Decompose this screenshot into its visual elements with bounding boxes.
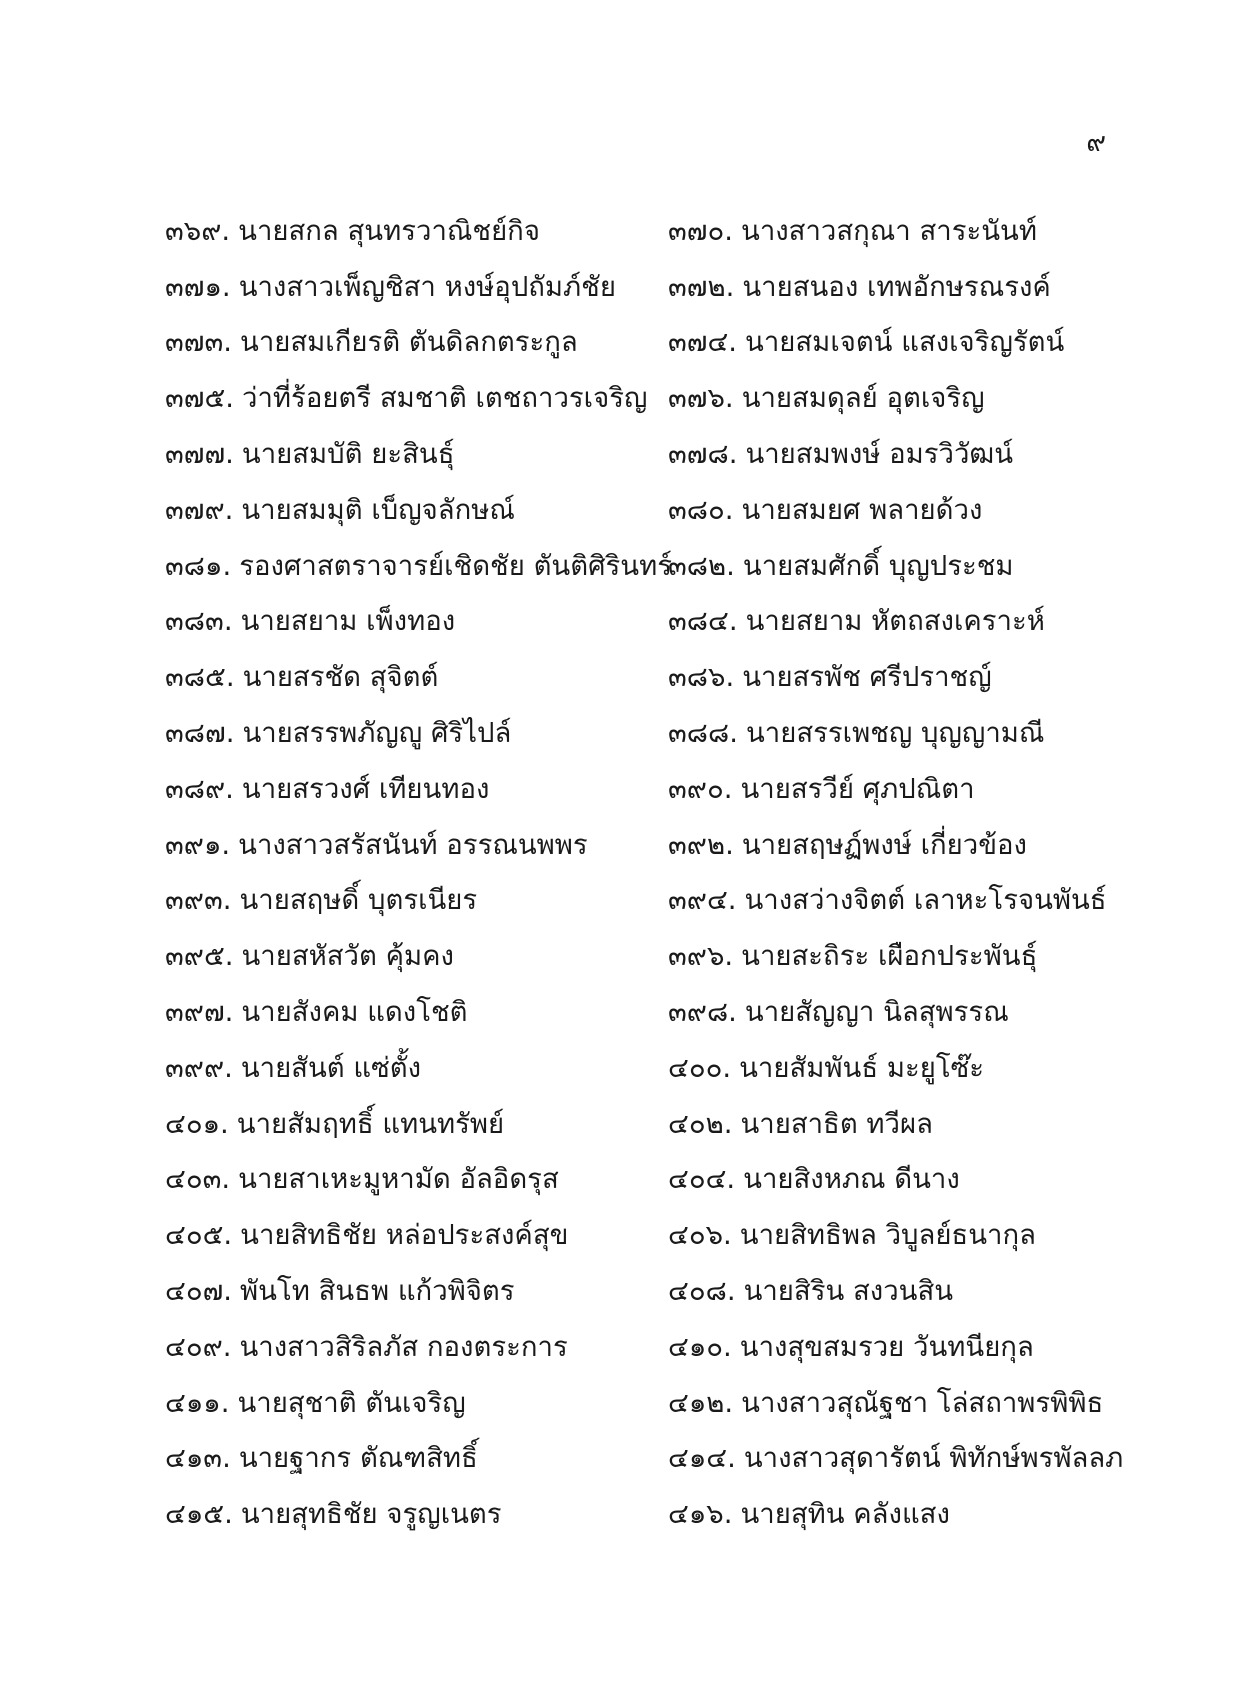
item-name: นายสุทธิชัย จรูญเนตร <box>240 1498 502 1531</box>
list-row <box>165 1152 1145 1208</box>
list-item <box>165 493 668 527</box>
item-name: นายสัมพันธ์ มะยูโซ๊ะ <box>739 1051 985 1084</box>
item-name: นายสิริน สงวนสิน <box>743 1275 954 1308</box>
item-name: นายสมดุลย์ อุตเจริญ <box>741 382 985 415</box>
item-number: ๓๗๕. <box>165 382 235 415</box>
list-item <box>165 1107 668 1141</box>
list-item <box>668 660 1145 694</box>
item-name: นางสว่างจิตต์ เลาหะโรจนพันธ์ <box>744 884 1107 917</box>
list-item <box>165 883 668 917</box>
list-item <box>668 1386 1145 1420</box>
item-number: ๓๗๐. <box>668 214 734 247</box>
item-name: นายสัมฤทธิ์ แทนทรัพย์ <box>236 1107 505 1140</box>
item-number: ๔๑๑. <box>165 1386 230 1419</box>
list-row <box>165 705 1145 761</box>
item-number: ๔๐๒. <box>668 1107 733 1140</box>
list-item <box>668 1274 1145 1308</box>
item-number: ๔๑๓. <box>165 1442 231 1475</box>
item-name: ว่าที่ร้อยตรี สมชาติ เตชถาวรเจริญ <box>242 382 648 415</box>
list-row <box>165 1207 1145 1263</box>
item-name: นายสมเจตน์ แสงเจริญรัตน์ <box>745 326 1065 359</box>
item-name: นางสาวสุดารัตน์ พิทักษ์พรพัลลภ <box>743 1442 1124 1475</box>
list-item <box>668 1497 1145 1531</box>
list-row <box>165 370 1145 426</box>
item-number: ๓๘๐. <box>668 493 734 526</box>
item-name: นายสัญญา นิลสุพรรณ <box>744 996 1009 1029</box>
item-name: นายสะถิระ เผือกประพันธุ์ <box>741 940 1038 973</box>
item-number: ๓๗๖. <box>668 382 734 415</box>
item-name: นางสาวสกุณา สาระนันท์ <box>741 214 1037 247</box>
list-item <box>165 1330 668 1364</box>
item-name: นายสหัสวัต คุ้มคง <box>241 940 454 973</box>
item-name: นายสุทิน คลังแสง <box>740 1498 950 1531</box>
list-item <box>165 660 668 694</box>
list-item <box>165 270 668 304</box>
list-item <box>165 716 668 750</box>
list-item <box>165 604 668 638</box>
list-row <box>165 817 1145 873</box>
name-list <box>165 203 1145 1542</box>
item-name: นางสุขสมรวย วันทนียกุล <box>739 1330 1034 1363</box>
item-number: ๓๘๒. <box>668 549 735 582</box>
item-name: นายสนอง เทพอักษรณรงค์ <box>742 270 1051 303</box>
item-number: ๓๙๔. <box>668 884 737 917</box>
list-item <box>165 828 668 862</box>
item-number: ๓๙๒. <box>668 828 734 861</box>
list-row <box>165 761 1145 817</box>
item-number: ๓๙๙. <box>165 1051 233 1084</box>
item-name: รองศาสตราจารย์เชิดชัย ตันติศิรินทร์ <box>239 549 673 582</box>
item-number: ๓๙๗. <box>165 996 234 1029</box>
list-item <box>668 549 1145 583</box>
list-item <box>668 772 1145 806</box>
item-number: ๔๑๕. <box>165 1498 233 1531</box>
item-number: ๓๘๙. <box>165 772 234 805</box>
list-item <box>165 1386 668 1420</box>
list-item <box>165 1274 668 1308</box>
list-item <box>668 883 1145 917</box>
item-number: ๔๑๖. <box>668 1498 733 1531</box>
item-name: นายสมศักดิ์ บุญประชม <box>742 549 1014 582</box>
list-row <box>165 649 1145 705</box>
item-number: ๔๐๐. <box>668 1051 732 1084</box>
list-item <box>165 214 668 248</box>
list-item <box>668 1051 1145 1085</box>
list-item <box>668 270 1145 304</box>
list-row <box>165 594 1145 650</box>
list-item <box>165 1441 668 1475</box>
item-number: ๔๐๗. <box>165 1275 233 1308</box>
item-number: ๓๙๘. <box>668 996 737 1029</box>
item-number: ๓๗๔. <box>668 326 738 359</box>
list-item <box>668 325 1145 359</box>
item-name: นายสุชาติ ตันเจริญ <box>237 1386 466 1419</box>
list-row <box>165 203 1145 259</box>
item-name: นางสาวสุณัฐชา โล่สถาพรพิพิธ <box>741 1386 1104 1419</box>
item-number: ๓๘๕. <box>165 661 235 694</box>
item-number: ๓๘๖. <box>668 661 735 694</box>
item-number: ๔๑๒. <box>668 1386 734 1419</box>
item-name: นายสันต์ แซ่ตั้ง <box>240 1051 422 1084</box>
item-number: ๔๐๙. <box>165 1330 232 1363</box>
item-number: ๓๘๑. <box>165 549 232 582</box>
item-number: ๓๗๙. <box>165 493 234 526</box>
list-item <box>165 437 668 471</box>
item-name: นายสมเกียรติ ตันดิลกตระกูล <box>240 326 578 359</box>
item-name: นายสมบัติ ยะสินธุ์ <box>241 438 455 471</box>
item-name: นายสรพัช ศรีปราชญ์ <box>742 661 992 694</box>
item-name: นายสาธิต ทวีผล <box>740 1107 933 1140</box>
list-item <box>668 716 1145 750</box>
item-number: ๓๘๔. <box>668 605 738 638</box>
list-row <box>165 426 1145 482</box>
list-item <box>668 1441 1145 1475</box>
list-row <box>165 1319 1145 1375</box>
item-name: นายสมพงษ์ อมรวิวัฒน์ <box>745 438 1014 471</box>
list-row <box>165 1431 1145 1487</box>
list-row <box>165 1375 1145 1431</box>
item-name: นายสรชัด สุจิตต์ <box>242 661 439 694</box>
item-number: ๓๘๓. <box>165 605 233 638</box>
list-item <box>165 549 673 583</box>
item-name: นางสาวสรัสนันท์ อรรณนพพร <box>238 828 588 861</box>
list-item <box>668 381 1145 415</box>
list-item <box>165 995 668 1029</box>
item-number: ๔๐๕. <box>165 1219 233 1252</box>
list-row <box>165 1486 1145 1542</box>
item-name: นายสรวีย์ ศุภปณิตา <box>740 772 975 805</box>
list-row <box>165 482 1145 538</box>
item-number: ๓๗๒. <box>668 270 735 303</box>
list-row <box>165 1040 1145 1096</box>
list-item <box>668 493 1145 527</box>
list-item <box>165 1497 668 1531</box>
page-number: ๙ <box>1086 127 1106 158</box>
item-name: นายสมมุติ เบ็ญจลักษณ์ <box>241 493 515 526</box>
list-item <box>668 604 1145 638</box>
item-number: ๓๘๘. <box>668 717 738 750</box>
item-number: ๓๗๑. <box>165 270 231 303</box>
list-item <box>668 437 1145 471</box>
item-name: นายสาเหะมูหามัด อัลอิดรุส <box>238 1163 559 1196</box>
list-item <box>165 939 668 973</box>
list-item <box>668 1218 1145 1252</box>
item-number: ๓๘๗. <box>165 717 235 750</box>
item-number: ๔๑๔. <box>668 1442 736 1475</box>
item-name: นายสฤษฏ์พงษ์ เกี่ยวข้อง <box>741 828 1027 861</box>
item-name: พันโท สินธพ แก้วพิจิตร <box>240 1275 515 1308</box>
item-name: นายสมยศ พลายด้วง <box>741 493 983 526</box>
list-item <box>668 1107 1145 1141</box>
item-number: ๓๖๙. <box>165 214 231 247</box>
item-name: นางสาวเพ็ญชิสา หงษ์อุปถัมภ์ชัย <box>238 270 616 303</box>
item-name: นายสิงหภณ ดีนาง <box>743 1163 960 1196</box>
item-name: นายสิทธิชัย หล่อประสงค์สุข <box>240 1219 569 1252</box>
list-row <box>165 873 1145 929</box>
list-row <box>165 1096 1145 1152</box>
item-number: ๔๐๓. <box>165 1163 231 1196</box>
item-number: ๔๐๔. <box>668 1163 736 1196</box>
item-name: นายสิทธิพล วิบูลย์ธนากุล <box>739 1219 1036 1252</box>
list-item <box>668 1330 1145 1364</box>
list-row <box>165 315 1145 371</box>
item-number: ๓๙๕. <box>165 940 234 973</box>
list-item <box>165 772 668 806</box>
item-number: ๔๐๖. <box>668 1219 732 1252</box>
item-name: นายสรรเพชญ บุญญามณี <box>745 717 1045 750</box>
list-item <box>165 1051 668 1085</box>
list-item <box>165 381 668 415</box>
item-number: ๓๙๓. <box>165 884 232 917</box>
item-name: นายฐากร ตัณฑสิทธิ์ <box>238 1442 478 1475</box>
list-item <box>668 1162 1145 1196</box>
list-item <box>165 1218 668 1252</box>
item-number: ๓๗๘. <box>668 438 738 471</box>
item-number: ๓๗๓. <box>165 326 233 359</box>
item-name: นายสรรพภัญญู ศิริไปล์ <box>242 717 512 750</box>
item-name: นายสฤษดิ์ บุตรเนียร <box>239 884 478 917</box>
list-row <box>165 984 1145 1040</box>
list-item <box>165 325 668 359</box>
item-number: ๓๙๐. <box>668 772 733 805</box>
list-row <box>165 259 1145 315</box>
item-number: ๓๙๑. <box>165 828 231 861</box>
item-number: ๓๗๗. <box>165 438 234 471</box>
item-name: นายสยาม หัตถสงเคราะห์ <box>745 605 1045 638</box>
list-row <box>165 1263 1145 1319</box>
item-name: นายสรวงศ์ เทียนทอง <box>241 772 490 805</box>
item-name: นางสาวสิริลภัส กองตระการ <box>239 1330 568 1363</box>
item-name: นายสยาม เพ็งทอง <box>240 605 456 638</box>
list-row <box>165 928 1145 984</box>
item-name: นายสกล สุนทรวาณิชย์กิจ <box>238 214 540 247</box>
list-item <box>668 939 1145 973</box>
list-row <box>165 538 1145 594</box>
item-number: ๔๐๘. <box>668 1275 736 1308</box>
list-item <box>668 828 1145 862</box>
list-item <box>668 214 1145 248</box>
list-item <box>165 1162 668 1196</box>
list-item <box>668 995 1145 1029</box>
item-number: ๔๐๑. <box>165 1107 229 1140</box>
item-name: นายสังคม แดงโชติ <box>241 996 468 1029</box>
item-number: ๔๑๐. <box>668 1330 732 1363</box>
item-number: ๓๙๖. <box>668 940 734 973</box>
